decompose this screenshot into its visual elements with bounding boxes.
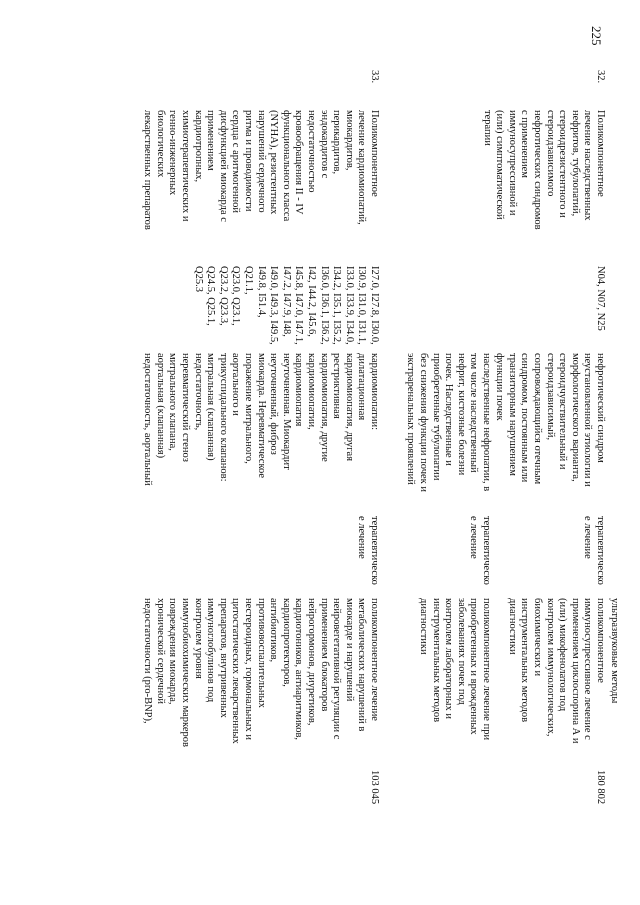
row-32-price: 180 802 [595, 770, 606, 805]
row-32-model-a: нефротический синдром неустановленной этиологии и морфологического варианта, стероидчувствительный и стероидзависимый, сопровождающийся отечным синдромом, постоянным или транзиторным нарушением функции почек [494, 353, 606, 487]
continued-method-note: ультразвуковые методы [609, 598, 620, 704]
row-33-group: Поликомпонентное лечение кардиомиопатий, миокардитов, перикардитов, эндокардитов с недостаточностью кровообращения II - IV функционального класса (NYHA), резистентных нарушений сердечного ритма и проводимости сердца с аритмогенной дисфункцией миокарда с применением кардиотропных, химиотерапевтических и генно-инженерных биологических лекарственных препаратов [142, 110, 380, 230]
row-32-number: 32. [595, 70, 606, 84]
row-33-price: 103 045 [369, 770, 380, 805]
page-number: 225 [589, 26, 604, 46]
row-33-model: кардиомиопатии: дилатационная кардиомиопатия, другая рестриктивная кардиомиопатия, другие кардиомиопатии, кардиомиопатия неуточненная. Миокардит неуточненный, фиброз миокарда. Неревматическое поражение митрального, аортального и трикуспидального клапанов: митральная (клапанная) недостаточность, неревматический стеноз митрального клапана, аортальная (клапанная) недостаточность, аортальный [142, 353, 380, 486]
row-33-number: 33. [369, 70, 380, 84]
row-33-type: терапевтическо е лечение [356, 516, 380, 585]
row-32-type-b: терапевтическо е лечение [468, 516, 492, 585]
row-32-method-b: поликомпонентное лечение при приобретенных и врожденных заболеваниях почек под контролем лабораторных и инструментальных методов диагностики [418, 598, 492, 741]
row-32-method-a: поликомпонентное иммуносупрессивное лечение с применением циклоспорина А и (или) микофенолатов под контролем иммунологических, биохимических и инструментальных методов диагностики [506, 598, 606, 744]
row-32-type-a: терапевтическо е лечение [582, 516, 606, 585]
row-32-codes: N04, N07, N25 [595, 266, 606, 331]
row-33-codes: I27.0, I27.8, I30.0, I30.9, I31.0, I31.1, I33.0, I33.9, I34.0, I34.2, I35.1, I35.2, I36.0, I36.1, I36.2, I42, I44.2, I45.6, I45.8, I47.0, I47.1, I47.2, I47.9, I48, I49.0, I49.3, I49.5, I49.8, I51.4, Q21.1, Q23.0, Q23.1, Q23.2, Q23.3, Q24.5, Q25.1, Q25.3 [192, 266, 380, 345]
rotated-table [80, 70, 620, 890]
row-32-model-b: наследственные нефропатии, в том числе наследственный нефрит, кистозные болезни почек. Наследственные и приобретенные тубулопатии без снижения функции почек и экстраренальных проявлений [405, 353, 492, 493]
row-32-group: Поликомпонентное лечение наследственных нефритов, тубулопатий, стероидрезистентного и стероидзависимого нефротических синдромов с применением иммуносупрессивной и (или) симптоматической терапии [481, 110, 606, 230]
row-33-method: поликомпонентное лечение метаболических нарушений в миокарде и нарушений нейровегетативной регуляции с применением блокаторов нейрогормонов, диуретиков, кардиотоников, антиаритмиков, кардиопротекторов, антибиотиков, противовоспалительных нестероидных, гормональных и цитостатических лекарственных препаратов, внутривенных иммуноглобулинов под контролем уровня иммунобиохимических маркеров повреждения миокарда, хронической сердечной недостаточности (pro-BNP), [142, 598, 380, 748]
